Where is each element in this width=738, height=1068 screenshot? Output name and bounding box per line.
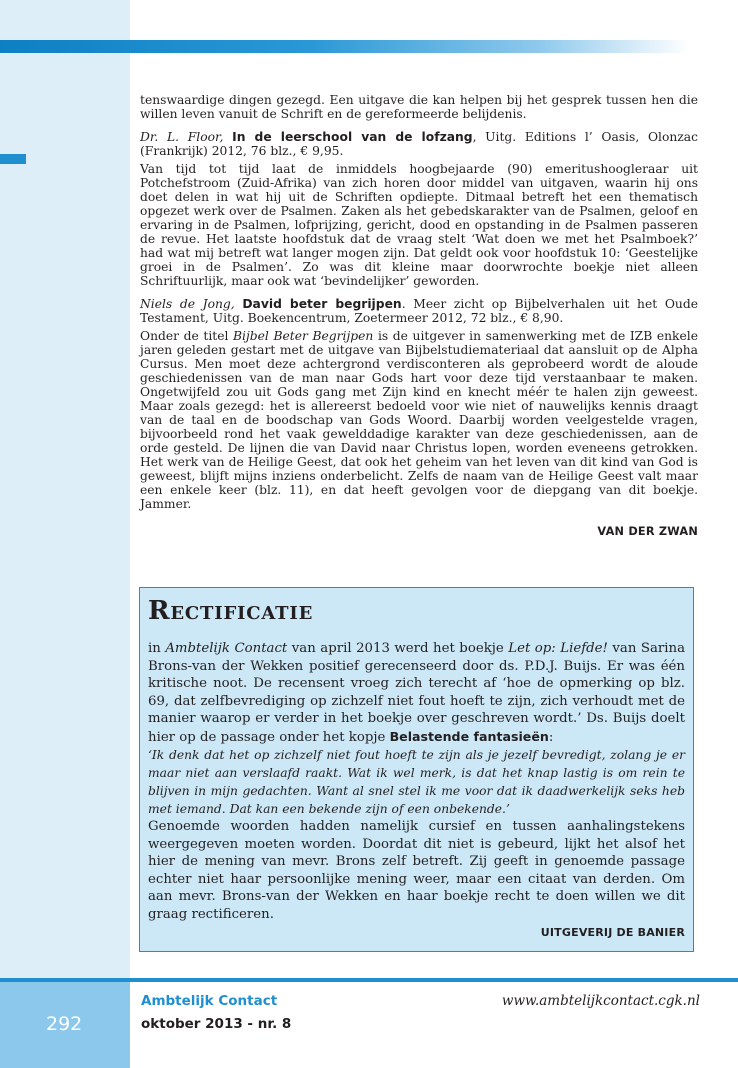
- rectificatie-heading: Rectificatie: [148, 596, 314, 626]
- review-book-title: David beter begrijpen: [242, 297, 402, 311]
- publisher-signature: UITGEVERIJ DE BANIER: [540, 926, 685, 939]
- header-gradient-bar: [0, 40, 690, 53]
- review-citation: [140, 297, 698, 325]
- margin-marker: [0, 154, 26, 164]
- rectificatie-quote: ‘Ik denk dat het op zichzelf niet fout hoeft te zijn als je jezelf bevredigt, zolang je er maar niet aan verslaafd raakt. Wat ik wel merk, is dat het knap lastig is om rein te blijven in mijn gedachten. Want al snel stel ik me voor dat ik daadwerkelijk seks heb met iemand. Dat kan een bekende zijn of een onbekende.’: [148, 748, 685, 816]
- website-url: www.ambtelijkcontact.cgk.nl: [501, 993, 700, 1009]
- series-title: Bijbel Beter Begrijpen: [233, 329, 374, 343]
- article-body: [140, 93, 698, 539]
- reviewer-signature: VAN DER ZWAN: [597, 525, 698, 538]
- review-text-rest: is de uitgever in samenwerking met de IZB enkele jaren geleden gestart met de uitgave van Bijbelstudiemateriaal dat aansluit op de Alpha Cursus. Men moet deze achtergrond verdisconteren als geprobeerd wordt de aloude geschiedenissen van de man naar Gods hart voor deze tijd verstaanbaar te maken. Ongetwijfeld zou uit Gods gang met Zijn kind en knecht méér te halen zijn geweest. Maar zoals gezegd: het is allereerst bedoeld voor wie niet of nauwelijks kennis draagt van de taal en de boodschap van Gods Woord. Daarbij worden veelgestelde vragen, bijvoorbeeld rond het vaak gewelddadige karakter van deze geschiedenissen, aan de orde gesteld. De lijnen die van David naar Christus lopen, worden eveneens getrokken. Het werk van de Heilige Geest, dat ook het geheim van het leven van dit kind van God is geweest, blijft mijns inziens onderbelicht. Zelfs de naam van de Heilige Geest valt maar een enkele keer (blz. 11), en dat heeft gevolgen voor de diepgang van dit boekje. Jammer.: [140, 329, 698, 511]
- review-text-intro: Onder de titel: [140, 329, 233, 343]
- issue-label: oktober 2013 - nr. 8: [141, 1016, 292, 1032]
- text-segment: van Sarina Brons-van der Wekken positief gerecenseerd door ds. P.D.J. Buijs. Er was één kritische noot. De recensent vroeg zich terecht af ‘hoe de opmerking op blz. 69, dat zelfbevrediging op zichzelf niet fout hoeft te zijn, zich verhoudt met de manier waarop er verder in het boekje over geschreven wordt.’ Ds. Buijs doelt hier op de passage onder het kopje: [148, 641, 686, 745]
- review-author: Dr. L. Floor,: [140, 130, 224, 144]
- magazine-name: Ambtelijk Contact: [141, 993, 278, 1009]
- review-text: [140, 329, 698, 511]
- text-segment: in: [148, 641, 166, 656]
- page-number: 292: [46, 1013, 83, 1035]
- magazine-title: Ambtelijk Contact: [165, 641, 288, 656]
- review-book-details: . Meer zicht op Bijbelverhalen uit het Oude Testament, Uitg. Boekencentrum, Zoetermeer 2012, 72 blz., € 8,90.: [140, 297, 698, 325]
- rectificatie-paragraph: [148, 640, 685, 746]
- review-citation: [140, 130, 698, 158]
- rectificatie-box: [139, 587, 694, 952]
- review-author: Niels de Jong,: [140, 297, 235, 311]
- review-book-title: In de leerschool van de lofzang: [232, 130, 473, 144]
- text-segment: van april 2013 werd het boekje: [287, 641, 509, 656]
- book-title: Let op: Liefde!: [508, 641, 608, 656]
- rectificatie-paragraph: Genoemde woorden hadden namelijk cursief en tussen aanhalingstekens weergegeven moeten worden. Doordat dit niet is gebeurd, lijkt het alsof het hier de mening van mevr. Brons zelf betreft. Zij geeft in genoemde passage echter niet haar persoonlijke mening weer, maar een citaat van derden. Om aan mevr. Brons-van der Wekken en haar boekje recht te doen willen we dit graag rectificeren.: [148, 819, 685, 922]
- section-title: Belastende fantasieën: [389, 728, 549, 744]
- review-text: Van tijd tot tijd laat de inmiddels hoogbejaarde (90) emeritushoogleraar uit Potchefstroom (Zuid-Afrika) van zich horen door middel van uitgaven, waarin hij ons doet delen in wat hij uit de Schriften opdiepte. Ditmaal betreft het een thematisch opgezet werk over de Psalmen. Zaken als het gebedskarakter van de Psalmen, geloof en ervaring in de Psalmen, lofprijzing, gericht, dood en opstanding in de Psalmen passeren de revue. Het laatste hoofdstuk dat de vraag stelt ‘Wat doen we met het Psalmboek?’ had wat mij betreft wat langer mogen zijn. Dat geldt ook voor hoofdstuk 10: ‘Geestelijke groei in de Psalmen’. Zo was dit kleine maar doorwrochte boekje niet alleen Schriftuurlijk, maar ook wat ‘bevindelijker’ geworden.: [140, 162, 698, 288]
- review-book-details: , Uitg. Editions l’ Oasis, Olonzac (Frankrijk) 2012, 76 blz., € 9,95.: [140, 130, 698, 158]
- review-continuation: tenswaardige dingen gezegd. Een uitgave die kan helpen bij het gesprek tussen hen die willen leven vanuit de Schrift en de gereformeerde belijdenis.: [140, 93, 698, 121]
- text-segment: :: [548, 729, 554, 745]
